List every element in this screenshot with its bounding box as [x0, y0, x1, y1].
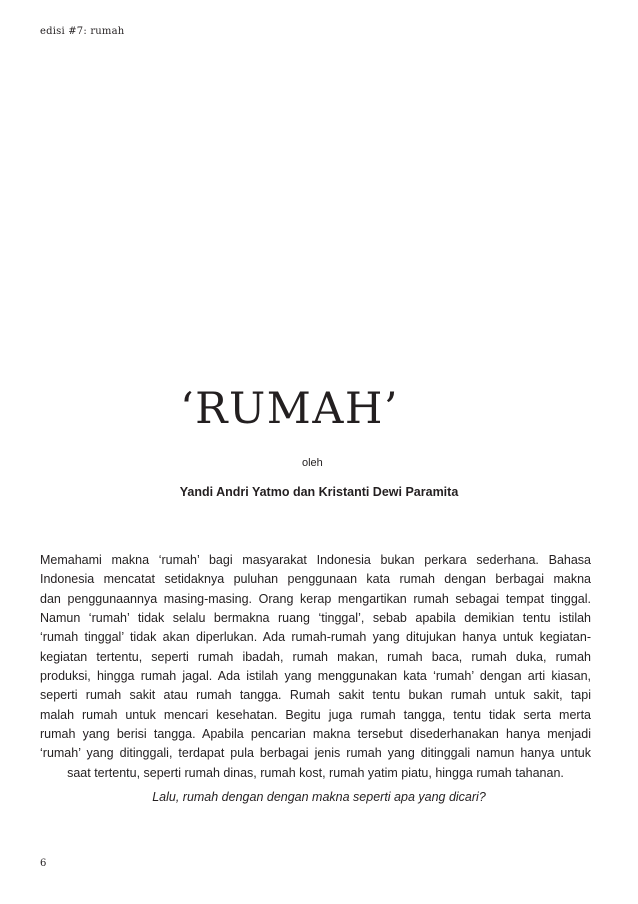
body-paragraph: [40, 551, 591, 783]
paragraph-line: seperti rumah sakit atau rumah tangga. Rumah sakit tentu bukan rumah untuk sakit, tapi: [40, 688, 591, 703]
running-header: edisi #7: rumah: [40, 26, 125, 37]
paragraph-line: kegiatan tertentu, seperti rumah ibadah, rumah makan, rumah baca, rumah duka, rumah: [40, 649, 591, 664]
paragraph-line: dan penggunaannya masing-masing. Orang kerap mengartikan rumah sebagai tempat tinggal.: [40, 591, 591, 606]
paragraph-line: ‘rumah’ yang ditinggali, terdapat pula berbagai jenis rumah yang ditinggali namun hanya untuk: [40, 746, 591, 761]
paragraph-line: saat tertentu, seperti rumah dinas, rumah kost, rumah yatim piatu, hingga rumah tahanan.: [67, 765, 564, 780]
paragraph-line: Indonesia mencatat setidaknya puluhan penggunaan kata rumah dengan berbagai makna: [40, 572, 591, 587]
paragraph-line: Namun ‘rumah’ tidak selalu bermakna ruang ‘tinggal’, sebab apabila demikian tentu istilah: [40, 611, 591, 626]
paragraph-line: produksi, hingga rumah jagal. Ada istilah yang menggunakan kata ‘rumah’ dengan arti kiasan,: [40, 669, 591, 684]
paragraph-line: rumah yang berisi tangga. Apabila pencarian makna tersebut disederhanakan hanya menjadi: [40, 727, 591, 742]
article-title: ‘RUMAH’: [180, 384, 400, 434]
paragraph-line: Memahami makna ‘rumah’ bagi masyarakat Indonesia bukan perkara sederhana. Bahasa: [40, 553, 591, 567]
byline: oleh: [302, 457, 323, 469]
closing-question: Lalu, rumah dengan dengan makna seperti apa yang dicari?: [152, 790, 486, 804]
paragraph-line: ‘rumah tinggal’ tidak akan diperlukan. Ada rumah-rumah yang ditujukan hanya untuk kegiatan-: [40, 630, 591, 645]
paragraph-line: malah rumah untuk mencari kesehatan. Begitu juga rumah tangga, tentu tidak serta merta: [40, 707, 591, 722]
authors: Yandi Andri Yatmo dan Kristanti Dewi Paramita: [179, 485, 459, 499]
page-number: 6: [40, 858, 47, 869]
